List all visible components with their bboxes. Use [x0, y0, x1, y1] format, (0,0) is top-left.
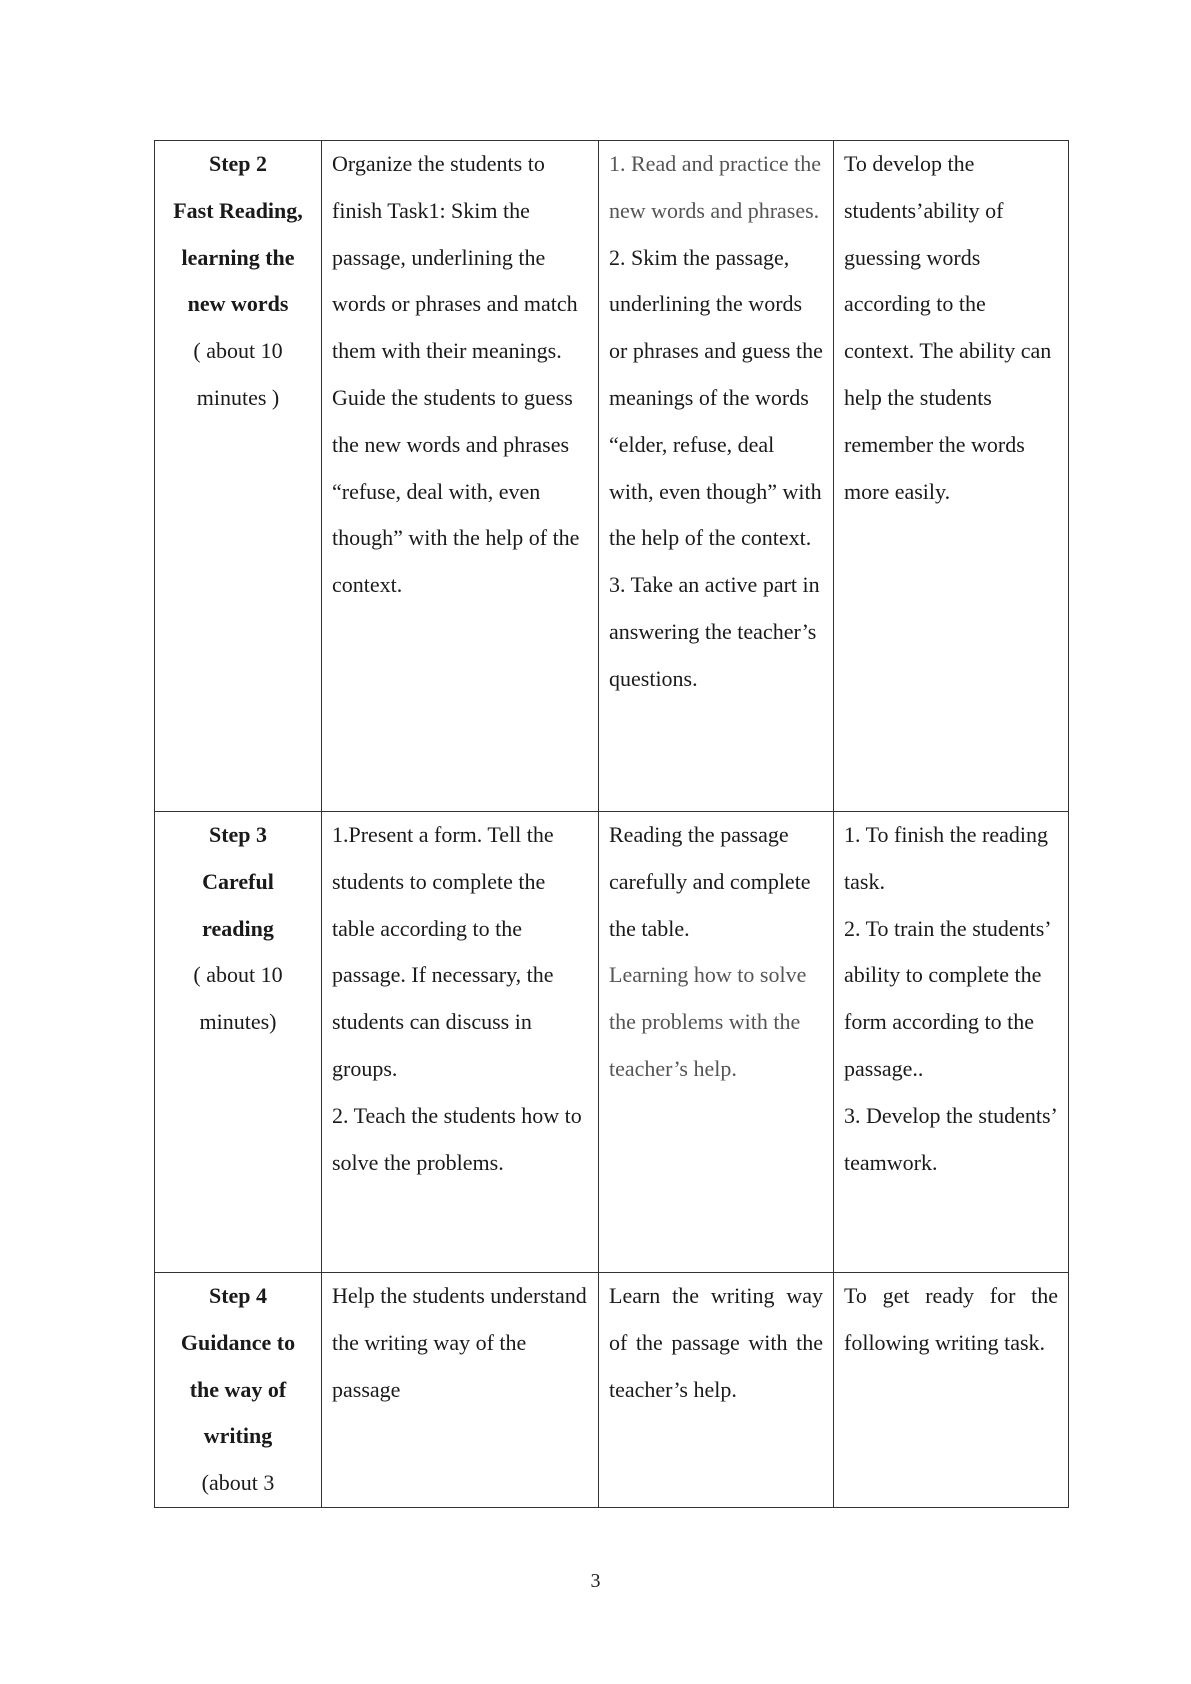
page-number: 3 — [590, 1570, 601, 1592]
student-activity-text: 2. Skim the passage, underlining the words or phrases and guess the meanings of the words “elder, refuse, deal with, even though” with the help of the context. — [609, 244, 823, 551]
teacher-activity-text: Help the students understand the writing way of the passage — [332, 1283, 587, 1402]
purpose-cell — [834, 812, 1069, 1273]
step-cell — [155, 141, 322, 812]
table-row — [155, 141, 1069, 812]
step-title: Step 3 — [208, 822, 268, 847]
step-title: Step 4 — [208, 1283, 268, 1308]
step-duration: (about 3 — [201, 1470, 275, 1496]
table-row — [155, 1273, 1069, 1508]
purpose-text: To develop the students’ability of guessing words according to the context. The ability can help the students remember the words more easily. — [844, 151, 1052, 504]
teacher-activity-cell — [322, 812, 599, 1273]
student-activity-cell — [599, 1273, 834, 1508]
student-activity-cell — [599, 812, 834, 1273]
student-activity-text: 3. Take an active part in answering the teacher’s questions. — [609, 572, 820, 691]
teacher-activity-text: Guide the students to guess the new words and phrases “refuse, deal with, even though” with the help of the context. — [332, 384, 580, 598]
purpose-text: 3. Develop the students’ teamwork. — [844, 1102, 1057, 1175]
step-duration: ( about 10 minutes) — [193, 962, 283, 1035]
step-duration: ( about 10 minutes ) — [193, 338, 283, 410]
teacher-activity-cell — [322, 1273, 599, 1508]
purpose-text: 1. To finish the reading task. — [844, 822, 1048, 894]
teacher-activity-cell — [322, 141, 599, 812]
table-row — [155, 812, 1069, 1273]
purpose-cell — [834, 1273, 1069, 1508]
student-activity-cell — [599, 141, 834, 812]
teacher-activity-text: 1.Present a form. Tell the students to complete the table according to the passage. If necessary, the students can discuss in groups. — [332, 822, 554, 1081]
step-name: Fast Reading, learning the new words — [173, 197, 303, 317]
purpose-text: 2. To train the students’ ability to complete the form according to the passage.. — [844, 915, 1051, 1081]
purpose-text: To get ready for the following writing task. — [844, 1283, 1058, 1355]
step-cell — [155, 1273, 322, 1508]
teacher-activity-text: Organize the students to finish Task1: Skim the passage, underlining the words or phrases and match them with their meanings. — [332, 151, 578, 364]
step-name: Guidance to the way of writing — [180, 1329, 296, 1449]
lesson-plan-table — [154, 140, 1069, 1508]
student-activity-text: 1. Read and practice the new words and phrases. — [609, 151, 821, 223]
step-name: Careful reading — [202, 868, 274, 941]
student-activity-text: Learn the writing way of the passage with the teacher’s help. — [609, 1283, 823, 1402]
step-title: Step 2 — [208, 151, 268, 176]
step-cell — [155, 812, 322, 1273]
student-activity-text: Learning how to solve the problems with the teacher’s help. — [609, 962, 807, 1081]
purpose-cell — [834, 141, 1069, 812]
student-activity-text: Reading the passage carefully and complete the table. — [609, 822, 811, 941]
teacher-activity-text: 2. Teach the students how to solve the problems. — [332, 1102, 582, 1175]
